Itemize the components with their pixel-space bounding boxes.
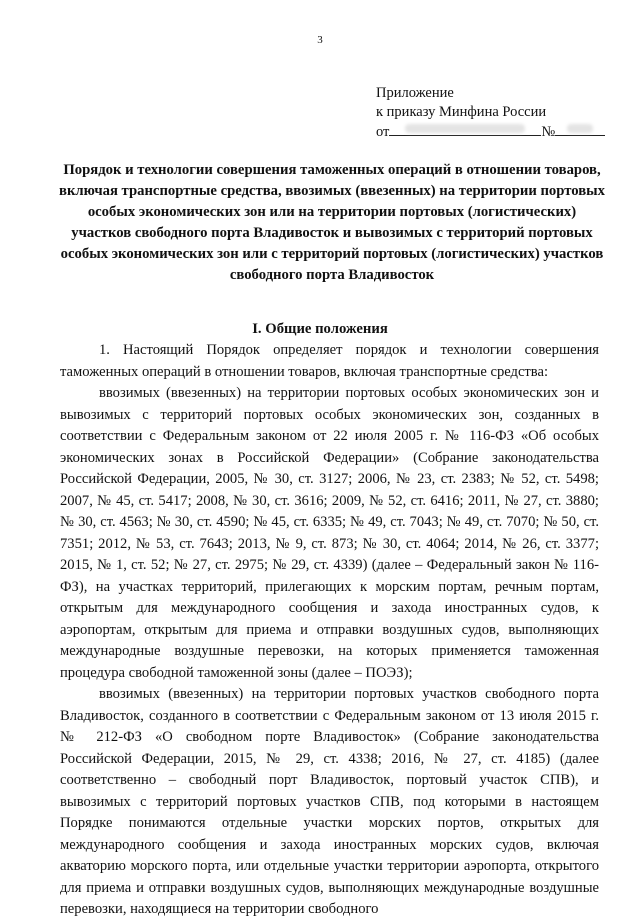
date-prefix: от: [376, 124, 390, 140]
page-number: 3: [317, 34, 323, 46]
paragraph: 1. Настоящий Порядок определяет порядок и технологии совершения таможенных операций в отношении товаров, включая транспортные средства:: [60, 342, 599, 380]
redacted-number-field: [555, 122, 605, 136]
redacted-date-field: [389, 122, 541, 136]
number-sign: №: [541, 124, 556, 140]
paragraph: ввозимых (ввезенных) на территории портовых участков свободного порта Владивосток, созданного в соответствии с Федеральным законом от 13 июля 2015 г. № 212-ФЗ «О свободном порте Владивосток» (Собрание законодательства Российской Федерации, 2015, № 29, ст. 4338; 2016, № 27, ст. 4185) (далее соответственно – свободный порт Владивосток, портовый участок СПВ), и вывозимых с территорий портовых участков СПВ, под которыми в настоящем Порядке понимаются отдельные участки морских портов, открытых для международного сообщения и захода иностранных морских судов, включая акваторию морского порта, или отдельные участки территории аэропорта, открытого для приема и отправки воздушных судов, выполняющих международные воздушные перевозки, находящиеся на территории свободного: [60, 686, 599, 917]
document-body: [60, 340, 599, 921]
appendix-label: Приложение: [376, 85, 454, 101]
appendix-date-number-line: [376, 122, 605, 142]
appendix-order-ref: к приказу Минфина России: [376, 104, 547, 120]
appendix-block: [376, 84, 605, 142]
document-title: Порядок и технологии совершения таможенных операций в отношении товаров, включая транспортные средства, ввозимых (ввезенных) на территории портовых особых экономических зон или на территории портовых (логистических) участков свободного порта Владивосток и вывозимых с территорий портовых особых экономических зон или с территорий портовых (логистических) участков свободного порта Владивосток: [59, 162, 605, 283]
section-heading: I. Общие положения: [252, 321, 388, 337]
paragraph: ввозимых (ввезенных) на территории портовых особых экономических зон и вывозимых с территорий портовых особых экономических зон, созданных в соответствии с Федеральным законом от 22 июля 2005 г. № 116-ФЗ «Об особых экономических зонах в Российской Федерации» (Собрание законодательства Российской Федерации, 2005, № 30, ст. 3127; 2006, № 23, ст. 2383; № 52, ст. 5498; 2007, № 45, ст. 5417; 2008, № 30, ст. 3616; 2009, № 52, ст. 6416; 2011, № 27, ст. 3880; № 30, ст. 4563; № 30, ст. 4590; № 45, ст. 6335; № 49, ст. 7043; № 49, ст. 7070; № 50, ст. 7351; 2012, № 53, ст. 7643; 2013, № 9, ст. 873; № 30, ст. 4064; 2014, № 26, ст. 3377; 2015, № 1, ст. 52; № 27, ст. 2975; № 29, ст. 4339) (далее – Федеральный закон № 116-ФЗ), на участках территорий, прилегающих к морским портам, речным портам, открытым для международного сообщения и захода иностранных судов, к аэропортам, открытым для приема и отправки воздушных судов, выполняющих международные воздушные перевозки, на которых применяется таможенная процедура свободной таможенной зоны (далее – ПОЭЗ);: [60, 385, 599, 681]
